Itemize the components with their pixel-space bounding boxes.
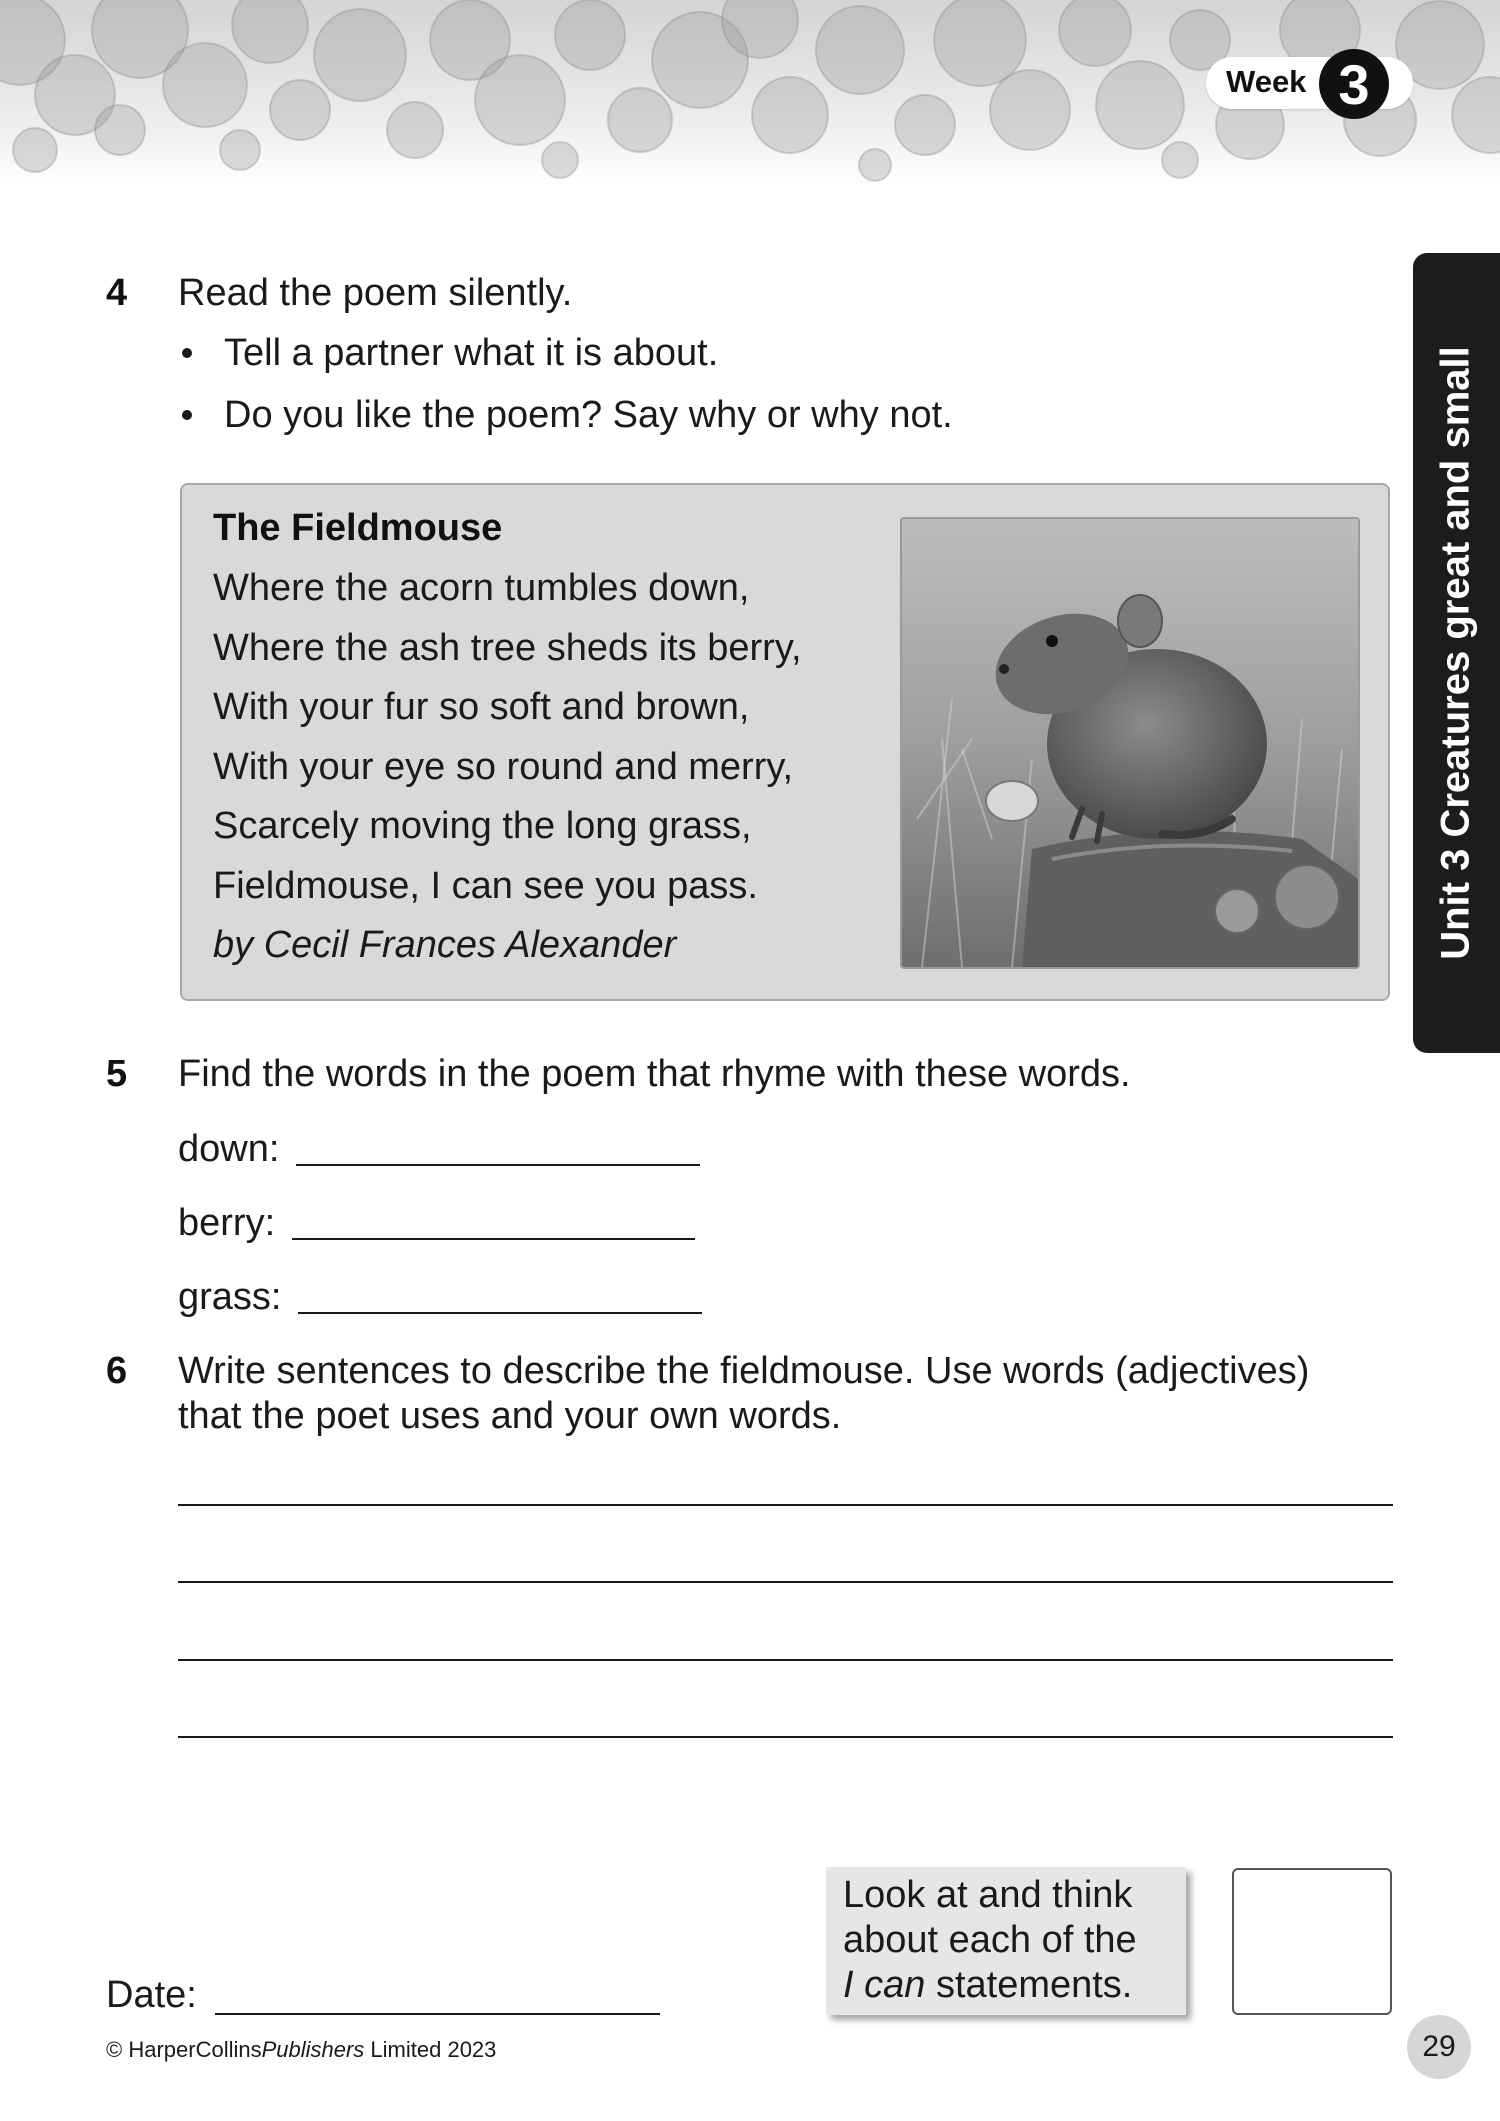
writing-line[interactable]	[178, 1736, 1393, 1738]
unit-side-tab	[1413, 253, 1500, 1053]
poem-line: With your eye so round and merry,	[213, 746, 794, 788]
bullet-dot-icon	[182, 348, 192, 358]
page-number: 29	[1407, 2015, 1471, 2079]
answer-line-grass[interactable]	[298, 1312, 702, 1314]
self-assessment-box[interactable]	[1232, 1868, 1392, 2015]
answer-line-berry[interactable]	[292, 1238, 695, 1240]
poem-line: Where the ash tree sheds its berry,	[213, 627, 802, 669]
poem-title: The Fieldmouse	[213, 507, 503, 549]
question-5-text: Find the words in the poem that rhyme with these words.	[178, 1053, 1131, 1095]
answer-line-down[interactable]	[296, 1164, 700, 1166]
week-number: 3	[1319, 49, 1389, 119]
question-6-text: that the poet uses and your own words.	[178, 1395, 842, 1437]
i-can-statement-card	[826, 1867, 1186, 2015]
question-4-bullet	[182, 332, 718, 375]
week-label: Week	[1226, 64, 1307, 99]
question-6-number: 6	[106, 1350, 128, 1392]
question-6-text: Write sentences to describe the fieldmouse. Use words (adjectives)	[178, 1350, 1310, 1392]
question-4-number: 4	[106, 272, 128, 314]
poem-line: With your fur so soft and brown,	[213, 686, 750, 728]
copyright-suffix: Limited 2023	[364, 2037, 497, 2062]
question-4-text: Read the poem silently.	[178, 272, 573, 314]
copyright-italic: Publishers	[261, 2037, 365, 2062]
writing-line[interactable]	[178, 1504, 1393, 1506]
statement-italic: I can	[843, 1964, 926, 2006]
statement-line: Look at and think	[843, 1874, 1133, 1916]
fieldmouse-photo	[900, 517, 1360, 969]
bullet-text: Do you like the poem? Say why or why not.	[224, 394, 953, 436]
copyright-prefix: © HarperCollins	[106, 2037, 262, 2062]
question-4-bullet	[182, 394, 953, 437]
bullet-dot-icon	[182, 410, 192, 420]
poem-box	[180, 483, 1390, 1001]
rhyme-word-label: down:	[178, 1128, 280, 1170]
fieldmouse-illustration	[902, 519, 1358, 967]
date-line[interactable]	[215, 2013, 660, 2015]
unit-title: Unit 3 Creatures great and small	[1433, 346, 1478, 960]
question-5-number: 5	[106, 1053, 128, 1095]
statement-line: about each of the	[843, 1919, 1137, 1961]
writing-line[interactable]	[178, 1659, 1393, 1661]
bullet-text: Tell a partner what it is about.	[224, 332, 719, 374]
poem-line: Scarcely moving the long grass,	[213, 805, 752, 847]
week-badge	[1206, 53, 1413, 116]
i-can-statement-text	[843, 1873, 1137, 2008]
date-label: Date:	[106, 1974, 197, 2016]
copyright-notice	[106, 2037, 496, 2063]
poem-line: Fieldmouse, I can see you pass.	[213, 865, 758, 907]
poem-author: by Cecil Frances Alexander	[213, 924, 677, 966]
poem-line: Where the acorn tumbles down,	[213, 567, 750, 609]
statement-line: statements.	[925, 1964, 1133, 2006]
rhyme-word-label: berry:	[178, 1202, 276, 1244]
writing-line[interactable]	[178, 1581, 1393, 1583]
rhyme-word-label: grass:	[178, 1276, 282, 1318]
